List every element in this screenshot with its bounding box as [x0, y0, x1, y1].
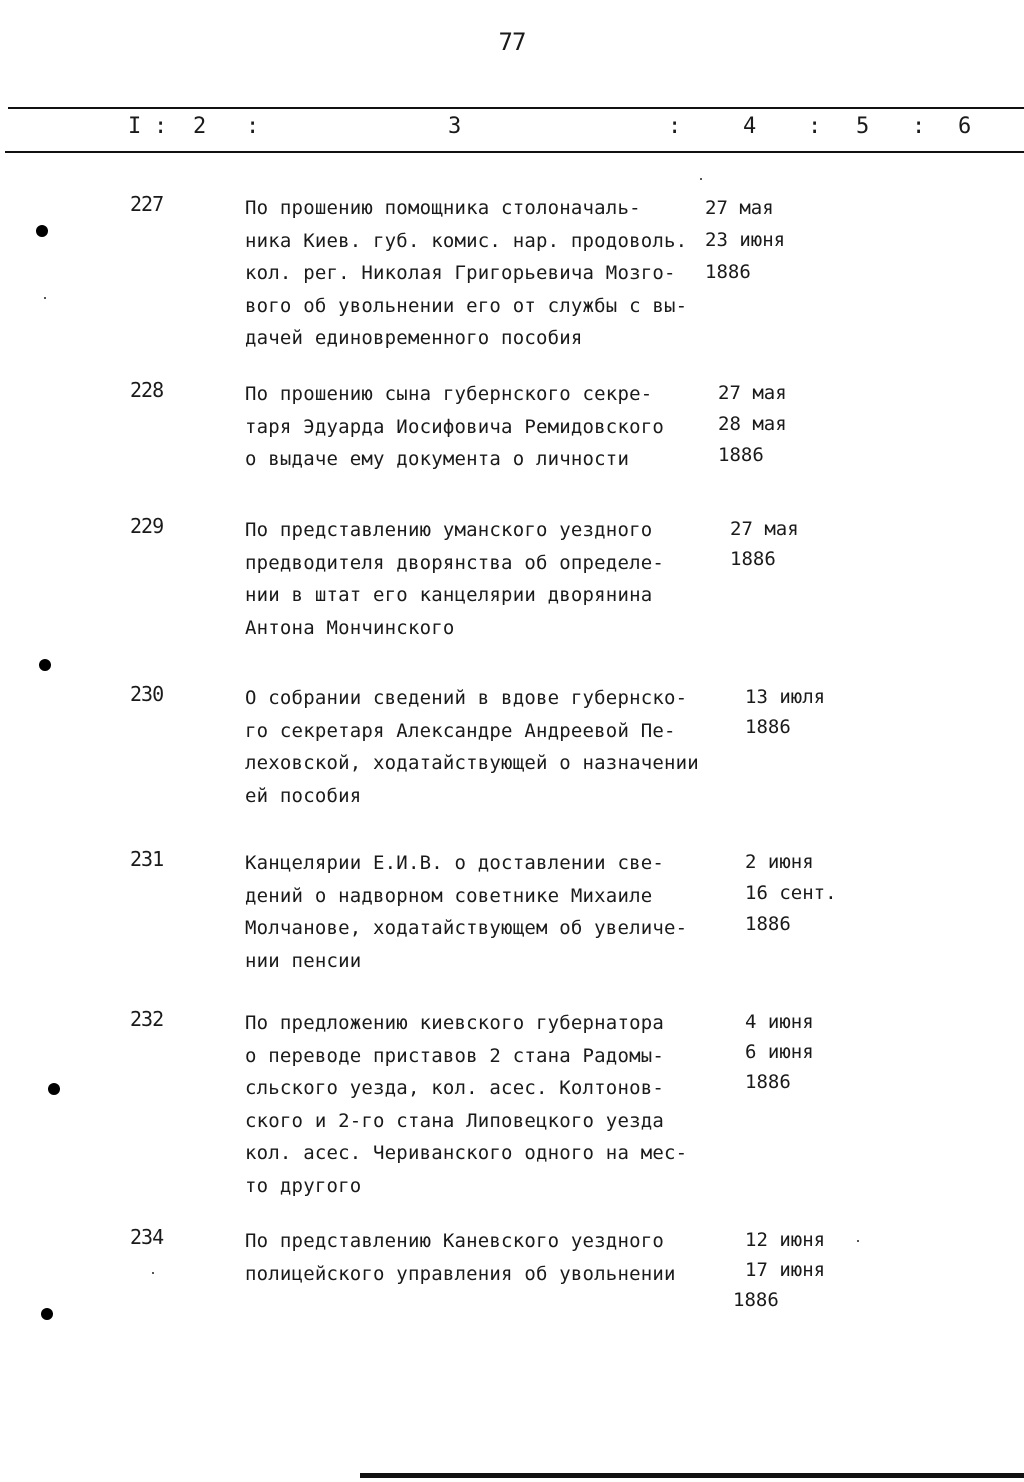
description-line: леховской, ходатайствующей о назначении [245, 752, 699, 774]
punch-hole-icon [39, 659, 51, 671]
entry-dates [730, 514, 799, 574]
date-year: 1886 [745, 716, 791, 738]
date-year: 1886 [705, 261, 751, 283]
date-start: 27 мая [718, 382, 787, 404]
footer-rule [360, 1473, 1024, 1478]
date-end: 6 июня [745, 1041, 814, 1063]
description-line: сльского уезда, кол. асес. Колтонов- [245, 1077, 665, 1099]
date-year: 1886 [745, 1071, 791, 1093]
entry-dates [705, 192, 785, 288]
date-start: 27 мая [730, 518, 799, 540]
punch-hole-icon [41, 1308, 53, 1320]
description-line: нии пенсии [245, 949, 362, 972]
entry-number: 232 [130, 1007, 164, 1031]
column-header-1: I [128, 114, 142, 139]
entry-description [245, 847, 735, 977]
column-separator: : [154, 114, 168, 139]
description-line: По представлению Каневского уездного [245, 1230, 665, 1252]
column-separator: : [808, 114, 822, 139]
date-end: 17 июня [745, 1259, 826, 1281]
header-bottom-rule [5, 151, 1024, 153]
entry-description [245, 192, 735, 355]
column-header-4: 4 [743, 114, 757, 139]
entry-number: 231 [130, 847, 164, 871]
date-end: 23 июня [705, 229, 786, 251]
entry-number: 230 [130, 682, 164, 706]
date-end: 28 мая [718, 413, 787, 435]
description-line: ского и 2-го стана Липовецкого уезда [245, 1109, 665, 1132]
entry-number: 234 [130, 1225, 164, 1249]
entry-description [245, 1225, 735, 1290]
description-line: таря Эдуарда Иосифовича Ремидовского [245, 415, 665, 438]
date-start: 12 июня [745, 1229, 826, 1251]
description-line: ника Киев. губ. комис. нар. продоволь. [245, 229, 688, 252]
description-line: предводителя дворянства об определе- [245, 551, 665, 574]
description-line: дачей единовременного пособия [245, 327, 583, 349]
description-line: кол. рег. Николая Григорьевича Мозго- [245, 262, 676, 284]
date-year: 1886 [718, 444, 764, 466]
date-start: 13 июля [745, 686, 826, 708]
description-line: о переводе приставов 2 стана Радомы- [245, 1044, 665, 1067]
date-start: 2 июня [745, 851, 814, 873]
date-year: 1886 [733, 1289, 779, 1311]
column-header-2: 2 [193, 114, 207, 139]
entry-number: 228 [130, 378, 164, 402]
scan-speck [700, 178, 702, 180]
description-line: о выдаче ему документа о личности [245, 448, 630, 470]
date-end: 16 сент. [745, 882, 837, 904]
description-line: то другого [245, 1174, 362, 1197]
entry-number: 229 [130, 514, 164, 538]
entry-number: 227 [130, 192, 164, 216]
column-separator: : [246, 114, 260, 139]
entry-description [245, 682, 735, 812]
column-header-row [0, 112, 1024, 146]
column-separator: : [912, 114, 926, 139]
scan-speck [857, 1240, 859, 1242]
date-start: 27 мая [705, 197, 774, 219]
page-number: 77 [498, 28, 526, 56]
header-top-rule [8, 107, 1024, 109]
entry-dates [718, 378, 787, 471]
date-year: 1886 [745, 913, 791, 935]
column-header-6: 6 [958, 114, 972, 139]
entry-dates [745, 682, 825, 742]
entry-dates [745, 1007, 814, 1097]
description-line: По предложению киевского губернатора [245, 1012, 665, 1034]
description-line: вого об увольнении его от службы с вы- [245, 294, 688, 317]
description-line: дений о надворном советнике Михаиле [245, 884, 653, 907]
column-header-3: 3 [448, 114, 462, 139]
description-line: нии в штат его канцелярии дворянина [245, 584, 653, 606]
punch-hole-icon [36, 225, 48, 237]
scan-speck [44, 297, 46, 299]
description-line: полицейского управления об увольнении [245, 1262, 676, 1285]
description-line: ей пособия [245, 784, 362, 807]
scan-speck [152, 1272, 154, 1274]
description-line: Молчанове, ходатайствующем об увеличе- [245, 917, 688, 939]
description-line: го секретаря Александре Андреевой Пе- [245, 719, 676, 742]
description-line: кол. асес. Чериванского одного на мес- [245, 1142, 688, 1164]
date-year: 1886 [730, 548, 776, 570]
description-line: По представлению уманского уездного [245, 519, 653, 541]
punch-hole-icon [48, 1083, 60, 1095]
date-start: 4 июня [745, 1011, 814, 1033]
entry-dates [733, 1225, 826, 1315]
description-line: Антона Мончинского [245, 616, 455, 639]
entry-description [245, 1007, 735, 1202]
column-separator: : [668, 114, 682, 139]
description-line: По прошению помощника столоначаль- [245, 197, 641, 219]
entry-dates [745, 847, 837, 940]
entry-description [245, 378, 735, 476]
entry-description [245, 514, 735, 644]
description-line: По прошению сына губернского секре- [245, 383, 653, 405]
description-line: Канцелярии Е.И.В. о доставлении све- [245, 852, 665, 874]
description-line: О собрании сведений в вдове губернско- [245, 687, 688, 709]
column-header-5: 5 [856, 114, 870, 139]
